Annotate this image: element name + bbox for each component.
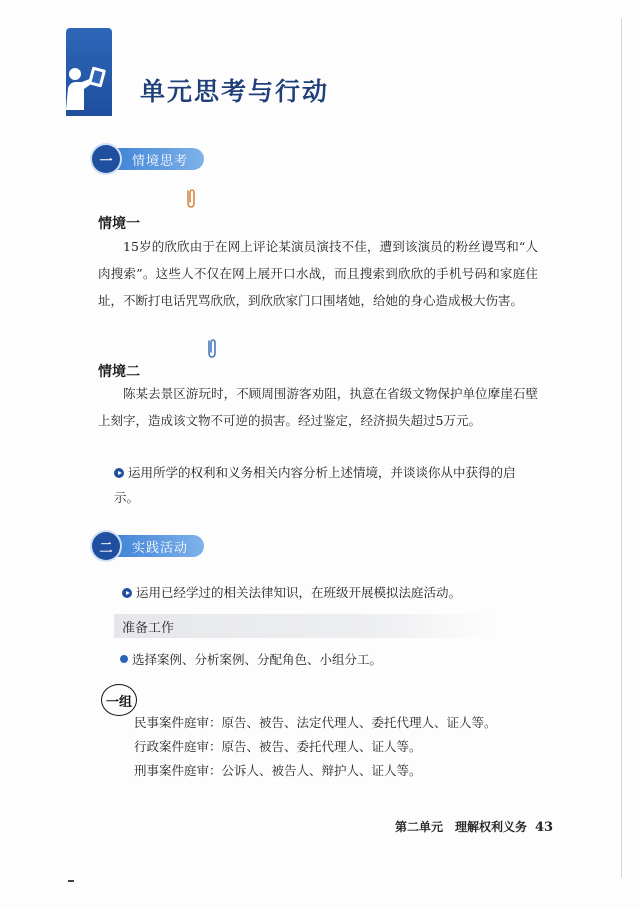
prep-bullet-text: 选择案例、分析案例、分配角色、小组分工。 bbox=[132, 652, 383, 667]
prep-bullet bbox=[120, 650, 382, 668]
play-bullet-icon bbox=[114, 468, 124, 478]
unit-title: 单元思考与行动 bbox=[140, 77, 330, 106]
play-bullet-icon bbox=[122, 588, 132, 598]
task-analyze-text: 运用所学的权利和义务相关内容分析上述情境，并谈谈你从中获得的启示。 bbox=[114, 465, 516, 505]
scene1-text: 15岁的欣欣由于在网上评论某演员演技不佳，遭到该演员的粉丝谩骂和“人肉搜索”。这些人不仅在网上展开口水战，而且搜索到欣欣的手机号码和家庭住址，不断打电话咒骂欣欣，到欣欣家门口围堵她，给她的身心造成极大伤害。 bbox=[98, 239, 538, 308]
paperclip-icon bbox=[184, 187, 198, 209]
section-number: 一 bbox=[92, 145, 120, 173]
scene2-text: 陈某去景区游玩时，不顾周围游客劝阻，执意在省级文物保护单位摩崖石壁上刻字，造成该文物不可逆的损害。经过鉴定，经济损失超过5万元。 bbox=[98, 386, 538, 428]
task-analyze bbox=[114, 460, 534, 510]
scene1-title: 情境一 bbox=[98, 216, 140, 232]
scene2-title: 情境二 bbox=[98, 364, 140, 380]
group-label: 一组 bbox=[101, 684, 137, 716]
reader-figure-icon bbox=[62, 62, 114, 114]
trial-line-administrative: 行政案件庭审：原告、被告、委托代理人、证人等。 bbox=[134, 739, 422, 754]
task-mock-court-text: 运用已经学过的相关法律知识，在班级开展模拟法庭活动。 bbox=[136, 585, 462, 600]
paperclip-icon bbox=[205, 337, 219, 359]
page-number: 43 bbox=[535, 820, 554, 835]
section-header-scenario bbox=[92, 147, 204, 171]
section-label: 实践活动 bbox=[112, 535, 204, 557]
task-mock-court bbox=[122, 580, 542, 605]
trial-line-criminal: 刑事案件庭审：公诉人、被告人、辩护人、证人等。 bbox=[134, 763, 422, 778]
page-edge-line bbox=[621, 18, 622, 878]
trial-line-civil: 民事案件庭审：原告、被告、法定代理人、委托代理人、证人等。 bbox=[134, 715, 497, 730]
scan-mark bbox=[68, 880, 74, 882]
section-header-practice bbox=[92, 534, 204, 558]
footer-unit: 第二单元 理解权利义务 bbox=[395, 820, 528, 834]
section-number: 二 bbox=[92, 532, 120, 560]
prep-label: 准备工作 bbox=[122, 620, 175, 636]
prep-heading bbox=[114, 614, 494, 638]
page-footer bbox=[395, 818, 553, 835]
section-label: 情境思考 bbox=[112, 148, 204, 170]
bullet-dot-icon bbox=[120, 655, 128, 663]
